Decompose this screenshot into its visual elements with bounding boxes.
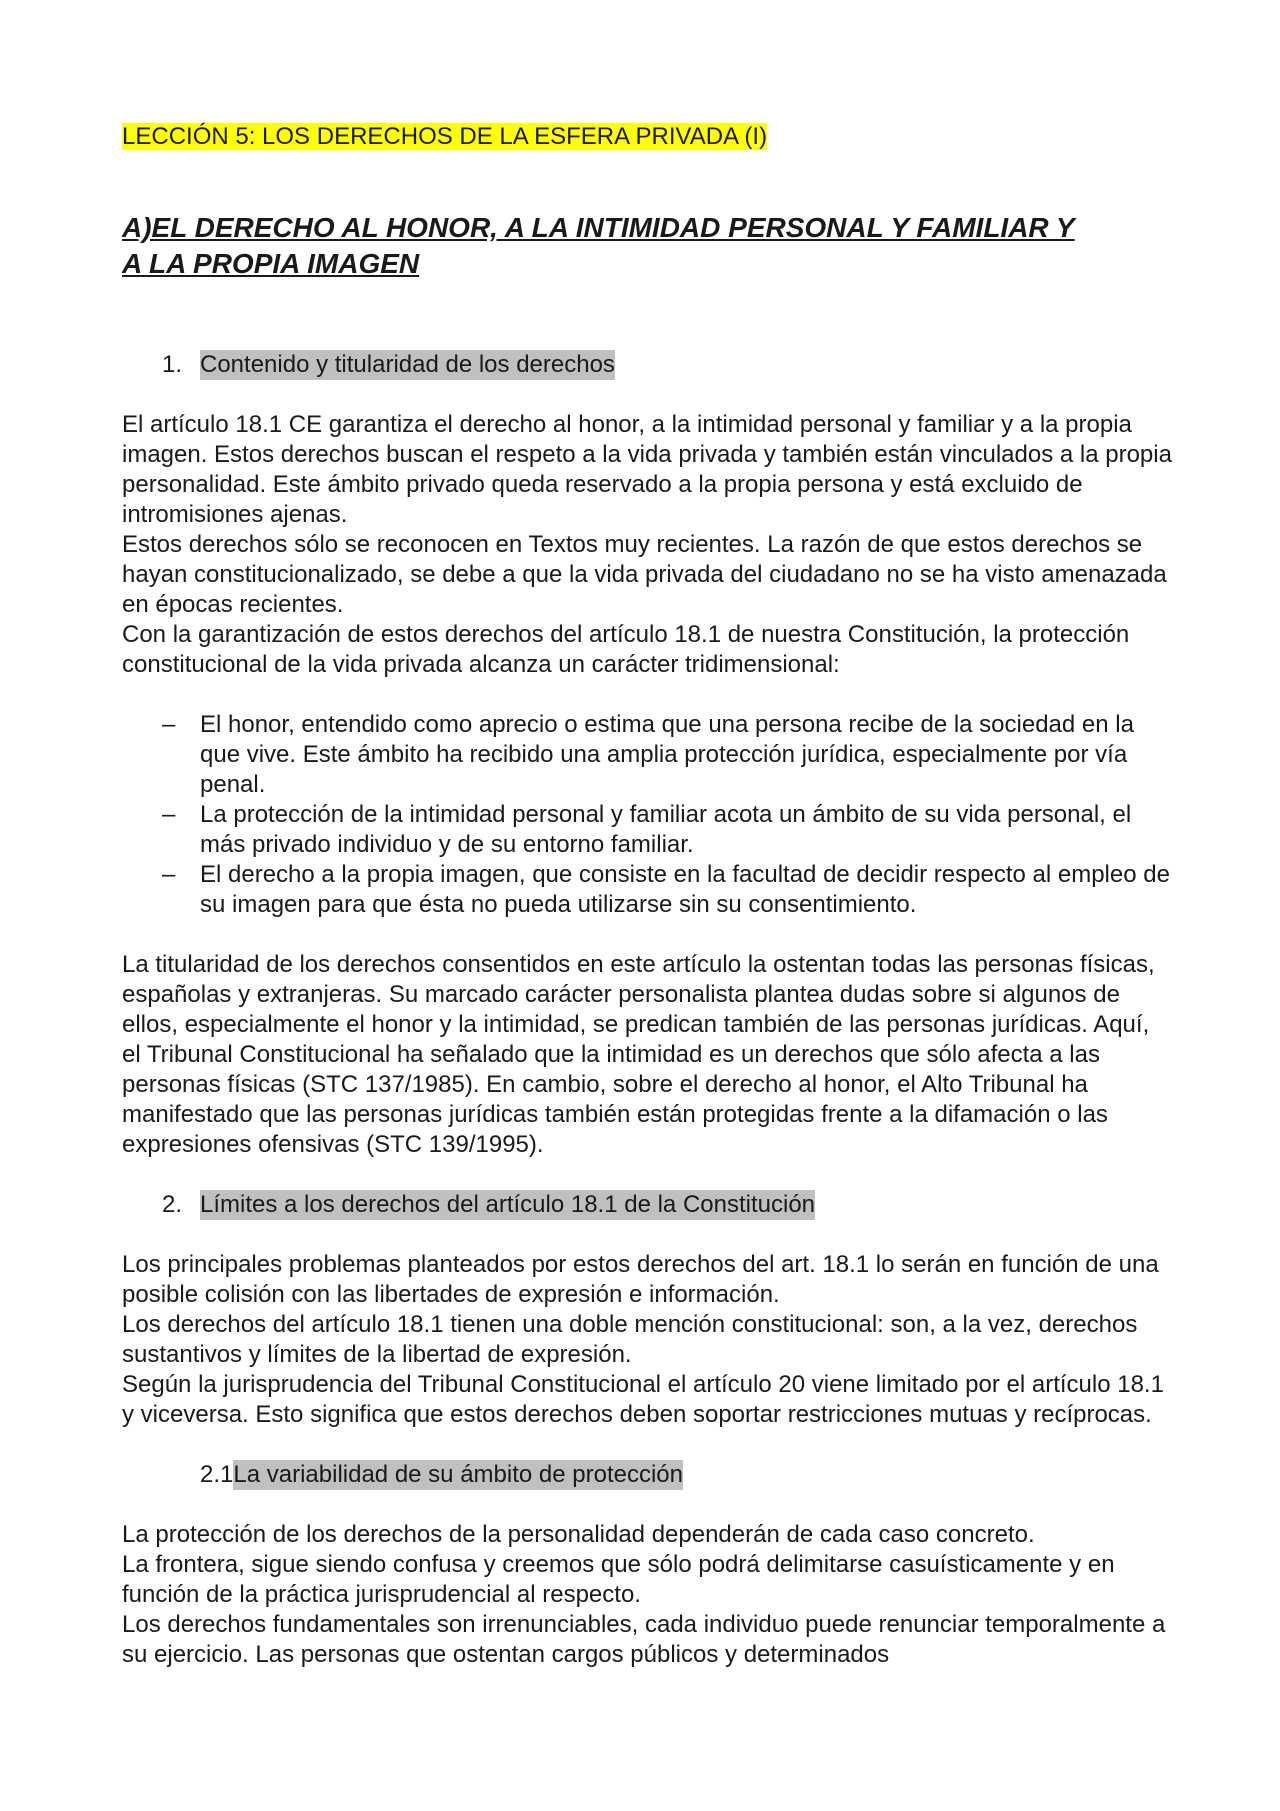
list-item (122, 800, 1172, 860)
paragraph: Con la garantización de estos derechos del artículo 18.1 de nuestra Constitución, la protección constitucional de la vida privada alcanza un carácter tridimensional: (122, 621, 1130, 678)
paragraph: Los derechos fundamentales son irrenunciables, cada individuo puede renunciar temporalmente a su ejercicio. Las personas que ostentan cargos públicos y determinados (122, 1611, 1166, 1668)
list-item-text: El derecho a la propia imagen, que consiste en la facultad de decidir respecto al empleo de su imagen para que ésta no pueda utilizarse sin su consentimiento. (200, 861, 1170, 918)
heading-2-text: Límites a los derechos del artículo 18.1 de la Constitución (200, 1191, 816, 1218)
list-item-text: La protección de la intimidad personal y familiar acota un ámbito de su vida personal, el más privado individuo y de su entorno familiar. (200, 801, 1132, 858)
list-item (122, 710, 1172, 800)
heading-1-number: 1. (162, 351, 183, 378)
section-title-line2: A LA PROPIA IMAGEN (122, 248, 420, 279)
lesson-title-text: LECCIÓN 5: LOS DERECHOS DE LA ESFERA PRIVADA (I) (122, 123, 768, 150)
heading-2-number: 2. (162, 1191, 183, 1218)
document-page (122, 122, 1172, 1670)
paragraph: El artículo 18.1 CE garantiza el derecho al honor, a la intimidad personal y familiar y a la propia imagen. Estos derechos buscan el respeto a la vida privada y también están vinculados a la propia personalidad. Este ámbito privado queda reservado a la propia persona y está excluido de intromisiones ajenas. (122, 411, 1172, 528)
paragraph: La protección de los derechos de la personalidad dependerán de cada caso concreto. (122, 1521, 1035, 1548)
heading-2 (122, 1190, 1172, 1220)
dash-bullet: – (162, 861, 176, 888)
dash-bullet: – (162, 711, 176, 738)
list-item (122, 860, 1172, 920)
bullet-list (122, 710, 1172, 920)
heading-2-1 (122, 1460, 1172, 1490)
heading-2-1-text: La variabilidad de su ámbito de protección (233, 1461, 683, 1488)
paragraph-titularidad: La titularidad de los derechos consentidos en este artículo la ostentan todas las personas físicas, españolas y extranjeras. Su marcado carácter personalista plantea dudas sobre si algunos de ellos, especialmente el honor y la intimidad, se predican también de las personas jurídicas. Aquí, el Tribunal Constitucional ha señalado que la intimidad es un derechos que sólo afecta a las personas físicas (STC 137/1985). En cambio, sobre el derecho al honor, el Alto Tribunal ha manifestado que las personas jurídicas también están protegidas frente a la difamación o las expresiones ofensivas (STC 139/1995). (122, 951, 1155, 1158)
paragraph: Según la jurisprudencia del Tribunal Constitucional el artículo 20 viene limitado por el artículo 18.1 y viceversa. Esto significa que estos derechos deben soportar restricciones mutuas y recíprocas. (122, 1371, 1164, 1428)
section-title (122, 210, 1172, 282)
list-item-text: El honor, entendido como aprecio o estima que una persona recibe de la sociedad en la que vive. Este ámbito ha recibido una amplia protección jurídica, especialmente por vía penal. (200, 711, 1134, 798)
heading-1 (122, 350, 1172, 380)
paragraph: Los principales problemas planteados por estos derechos del art. 18.1 lo serán en función de una posible colisión con las libertades de expresión e información. (122, 1251, 1159, 1308)
paragraph: La frontera, sigue siendo confusa y creemos que sólo podrá delimitarse casuísticamente y en función de la práctica jurisprudencial al respecto. (122, 1551, 1115, 1608)
paragraph: Estos derechos sólo se reconocen en Textos muy recientes. La razón de que estos derechos se hayan constitucionalizado, se debe a que la vida privada del ciudadano no se ha visto amenazada en épocas recientes. (122, 531, 1167, 618)
paragraph: Los derechos del artículo 18.1 tienen una doble mención constitucional: son, a la vez, derechos sustantivos y límites de la libertad de expresión. (122, 1311, 1138, 1368)
section-title-line1: A)EL DERECHO AL HONOR, A LA INTIMIDAD PERSONAL Y FAMILIAR Y (122, 212, 1075, 243)
lesson-title (122, 122, 1172, 152)
heading-1-text: Contenido y titularidad de los derechos (200, 351, 615, 378)
heading-2-1-number: 2.1 (200, 1461, 234, 1488)
dash-bullet: – (162, 801, 176, 828)
